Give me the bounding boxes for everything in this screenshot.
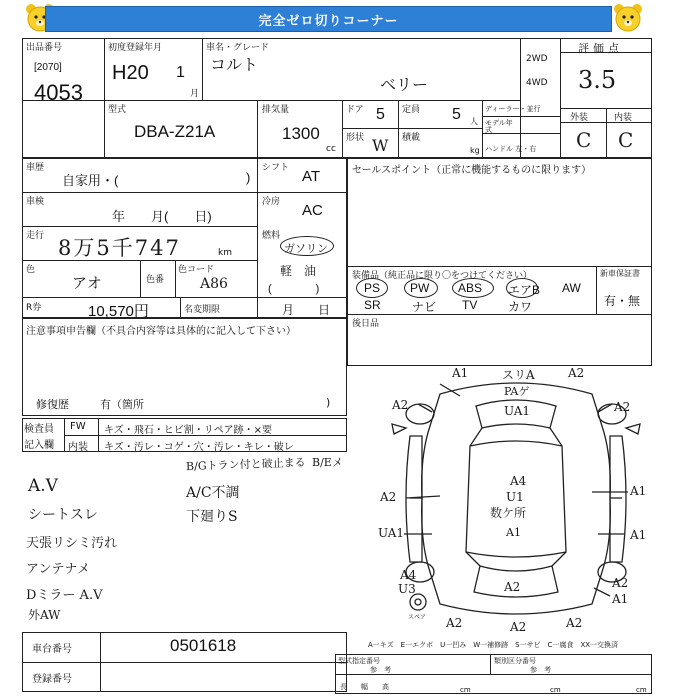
mark-1: A1 xyxy=(452,366,469,380)
mark-14: UA1 xyxy=(378,526,405,540)
mark-6: A2 xyxy=(392,398,409,412)
mark-5: UA1 xyxy=(504,404,531,418)
repair-label: 修復歴 xyxy=(36,398,69,411)
mileage-value: 8万5千747 xyxy=(58,236,181,260)
cm-2: cm xyxy=(550,686,561,694)
fuel-diesel: 軽 油 xyxy=(280,264,317,278)
seats-label: 定員 xyxy=(402,105,421,115)
size-label: 長 幅 高 xyxy=(340,683,389,691)
name-change-label: 名変期限 xyxy=(184,305,221,315)
mark-8: A2 xyxy=(380,490,397,504)
exterior-grade: C xyxy=(576,128,592,152)
car-name: コルト xyxy=(210,55,259,74)
fuel-other: ( ) xyxy=(268,283,320,295)
shape-value: W xyxy=(372,136,389,155)
ac-label: 冷房 xyxy=(262,197,281,207)
reg-month-unit: 月 xyxy=(190,89,200,99)
mark-4: PAゲ xyxy=(504,385,530,398)
mark-12: 数ケ所 xyxy=(490,506,527,520)
equip-label: 装備品（純正品に限り〇をつけてください） xyxy=(352,271,533,281)
color-value: アオ xyxy=(72,274,102,292)
shift-label: シフト xyxy=(262,163,290,173)
shift-value: AT xyxy=(302,168,321,185)
warranty-label: 新車保証書 xyxy=(600,269,640,278)
cm-3: cm xyxy=(636,686,647,694)
sales-frame xyxy=(347,158,652,366)
dealer-label: ディーラー・並行 xyxy=(485,105,541,113)
equip-airbag-circle-mark xyxy=(506,278,541,298)
mark-18: A2 xyxy=(504,580,521,594)
fw-items: キズ・飛石・ヒビ割・リペア跡・×要 xyxy=(104,425,272,436)
mark-21: A2 xyxy=(446,616,463,630)
plate-label: 登録番号 xyxy=(32,674,72,685)
mark-2: スリA xyxy=(502,368,535,382)
reg-label: 初度登録年月 xyxy=(108,43,163,53)
mark-19: A2 xyxy=(612,576,629,590)
header-frame xyxy=(22,38,652,158)
note-l5: Dミラー A.V xyxy=(26,588,103,603)
recycle-value: 10,570円 xyxy=(88,303,149,320)
mark-23: A2 xyxy=(566,616,583,630)
mark-11: U1 xyxy=(506,490,524,504)
ac-value: AC xyxy=(302,202,323,219)
disp-value: 1300 xyxy=(282,124,320,143)
repair-close: ) xyxy=(326,396,331,409)
drive-4wd: 4WD xyxy=(526,78,548,88)
drive-2wd: 2WD xyxy=(526,54,548,64)
spare-label: スペア xyxy=(408,614,427,621)
equip-tv: TV xyxy=(462,298,478,312)
handle-label: ハンドル 左・右 xyxy=(485,145,537,153)
interior-row-label: 内装 xyxy=(68,442,88,453)
note-top-2: B/Eメ xyxy=(312,456,343,469)
equip-abs: ABS xyxy=(458,281,483,295)
inspection-label: 車検 xyxy=(26,197,45,207)
sales-label: セールスポイント（正常に機能するものに限ります） xyxy=(352,165,592,176)
recycle-label: R券 xyxy=(26,303,42,313)
color-label: 色 xyxy=(26,265,36,275)
equip-pw-circle-mark xyxy=(404,278,438,298)
category-label: 類別区分番号 xyxy=(494,657,536,665)
color-code-label: 色コード xyxy=(178,265,215,275)
mark-3: A2 xyxy=(568,366,585,380)
cc-unit: cc xyxy=(326,144,336,154)
legend: A一キズ E一エクボ U一凹み W一補修跡 S一サビ C一腐食 XX一交換済 xyxy=(368,641,619,649)
inspection-value: 年 月( 日) xyxy=(112,209,212,224)
notes-label: 注意事項申告欄（不具合内容等は具体的に記入して下さい） xyxy=(26,326,296,337)
doors-label: ドア xyxy=(346,105,364,115)
mark-15: A1 xyxy=(630,528,647,542)
inspector-label-1: 検査員 xyxy=(24,424,54,435)
equip-ps: PS xyxy=(364,281,381,295)
reg-year: H20 xyxy=(112,62,149,84)
mark-17: U3 xyxy=(398,582,416,596)
mileage-label: 走行 xyxy=(26,231,45,241)
equip-abs-circle-mark xyxy=(452,278,494,298)
score-label: 評価点 xyxy=(578,42,623,55)
chassis-label: 車台番号 xyxy=(32,644,72,655)
history-value: 自家用・( xyxy=(62,173,119,188)
reg-month: 1 xyxy=(176,64,185,81)
equip-sr: SR xyxy=(364,298,381,312)
kg-unit: kg xyxy=(470,146,480,155)
mark-22: A2 xyxy=(510,620,527,634)
mark-16: A4 xyxy=(400,568,417,582)
note-l4: アンテナメ xyxy=(26,562,90,577)
score-value: 3.5 xyxy=(578,66,617,94)
banner-title: 完全ゼロ切りコーナー xyxy=(45,6,612,32)
history-close: ) xyxy=(246,170,251,185)
bear-mascot-right-icon xyxy=(612,2,644,34)
color-code-value: A86 xyxy=(200,276,228,292)
fuel-label: 燃料 xyxy=(262,231,281,241)
name-label: 車名・グレード xyxy=(206,43,270,53)
mark-7: A2 xyxy=(614,400,631,414)
note-l2: シートスレ xyxy=(28,507,98,523)
note-m2: 下廻りS xyxy=(186,509,238,525)
interior-items: キズ・汚レ・コゲ・穴・汚レ・キレ・破レ xyxy=(104,442,294,453)
note-l1: A.V xyxy=(28,476,58,496)
load-label: 積載 xyxy=(402,133,421,143)
shape-label: 形状 xyxy=(346,133,365,143)
km-unit: km xyxy=(218,248,232,258)
interior-label: 内装 xyxy=(614,113,633,123)
designation-label: 型式指定番号 xyxy=(338,657,380,665)
equip-pw: PW xyxy=(410,281,430,295)
note-l3: 天張リシミ汚れ xyxy=(26,536,118,551)
note-l6: 外AW xyxy=(28,608,61,622)
repair-value: 有（箇所 xyxy=(100,398,144,411)
fuel-gasoline: ガソリン xyxy=(284,242,328,255)
model-year-label: モデル年式 xyxy=(485,119,513,134)
mark-20: A1 xyxy=(612,592,629,606)
equip-ps-circle-mark xyxy=(356,278,388,298)
lot-small: [2070] xyxy=(34,62,62,73)
seats-value: 5 xyxy=(452,106,461,123)
doors-value: 5 xyxy=(376,106,385,123)
later-label: 後日品 xyxy=(352,319,380,329)
chassis-value: 0501618 xyxy=(170,636,237,655)
disp-label: 排気量 xyxy=(262,105,290,115)
cm-1: cm xyxy=(460,686,471,694)
history-label: 車歴 xyxy=(26,163,45,173)
fw-label: FW xyxy=(70,421,86,432)
car-grade: ベリー xyxy=(380,75,429,94)
designation-ref: 参 考 xyxy=(370,666,391,674)
category-ref: 参 考 xyxy=(530,666,551,674)
color-no-label: 色番 xyxy=(146,275,165,285)
model-label: 型式 xyxy=(108,105,127,115)
inspector-label-2: 記入欄 xyxy=(24,440,54,451)
equip-navi: ナビ xyxy=(412,300,437,314)
equip-leather: カワ xyxy=(508,300,533,314)
lot-number: 4053 xyxy=(34,80,83,105)
note-m1: A/C不調 xyxy=(186,485,240,501)
name-change-value: 月 日 xyxy=(282,303,331,317)
lot-label: 出品番号 xyxy=(26,43,63,53)
interior-grade: C xyxy=(618,128,634,152)
note-top-1: B/Gトラン付と破止まる xyxy=(185,455,306,474)
mark-9: A1 xyxy=(630,484,647,498)
seats-unit: 人 xyxy=(470,117,478,126)
mark-10: A4 xyxy=(510,474,527,488)
mark-13: A1 xyxy=(506,526,521,539)
warranty-value: 有・無 xyxy=(604,294,641,308)
equip-airbag: エアB xyxy=(508,283,541,297)
exterior-label: 外装 xyxy=(570,113,589,123)
fuel-circle-mark xyxy=(280,236,334,256)
equip-aw: AW xyxy=(562,281,581,295)
model-value: DBA-Z21A xyxy=(134,122,216,141)
